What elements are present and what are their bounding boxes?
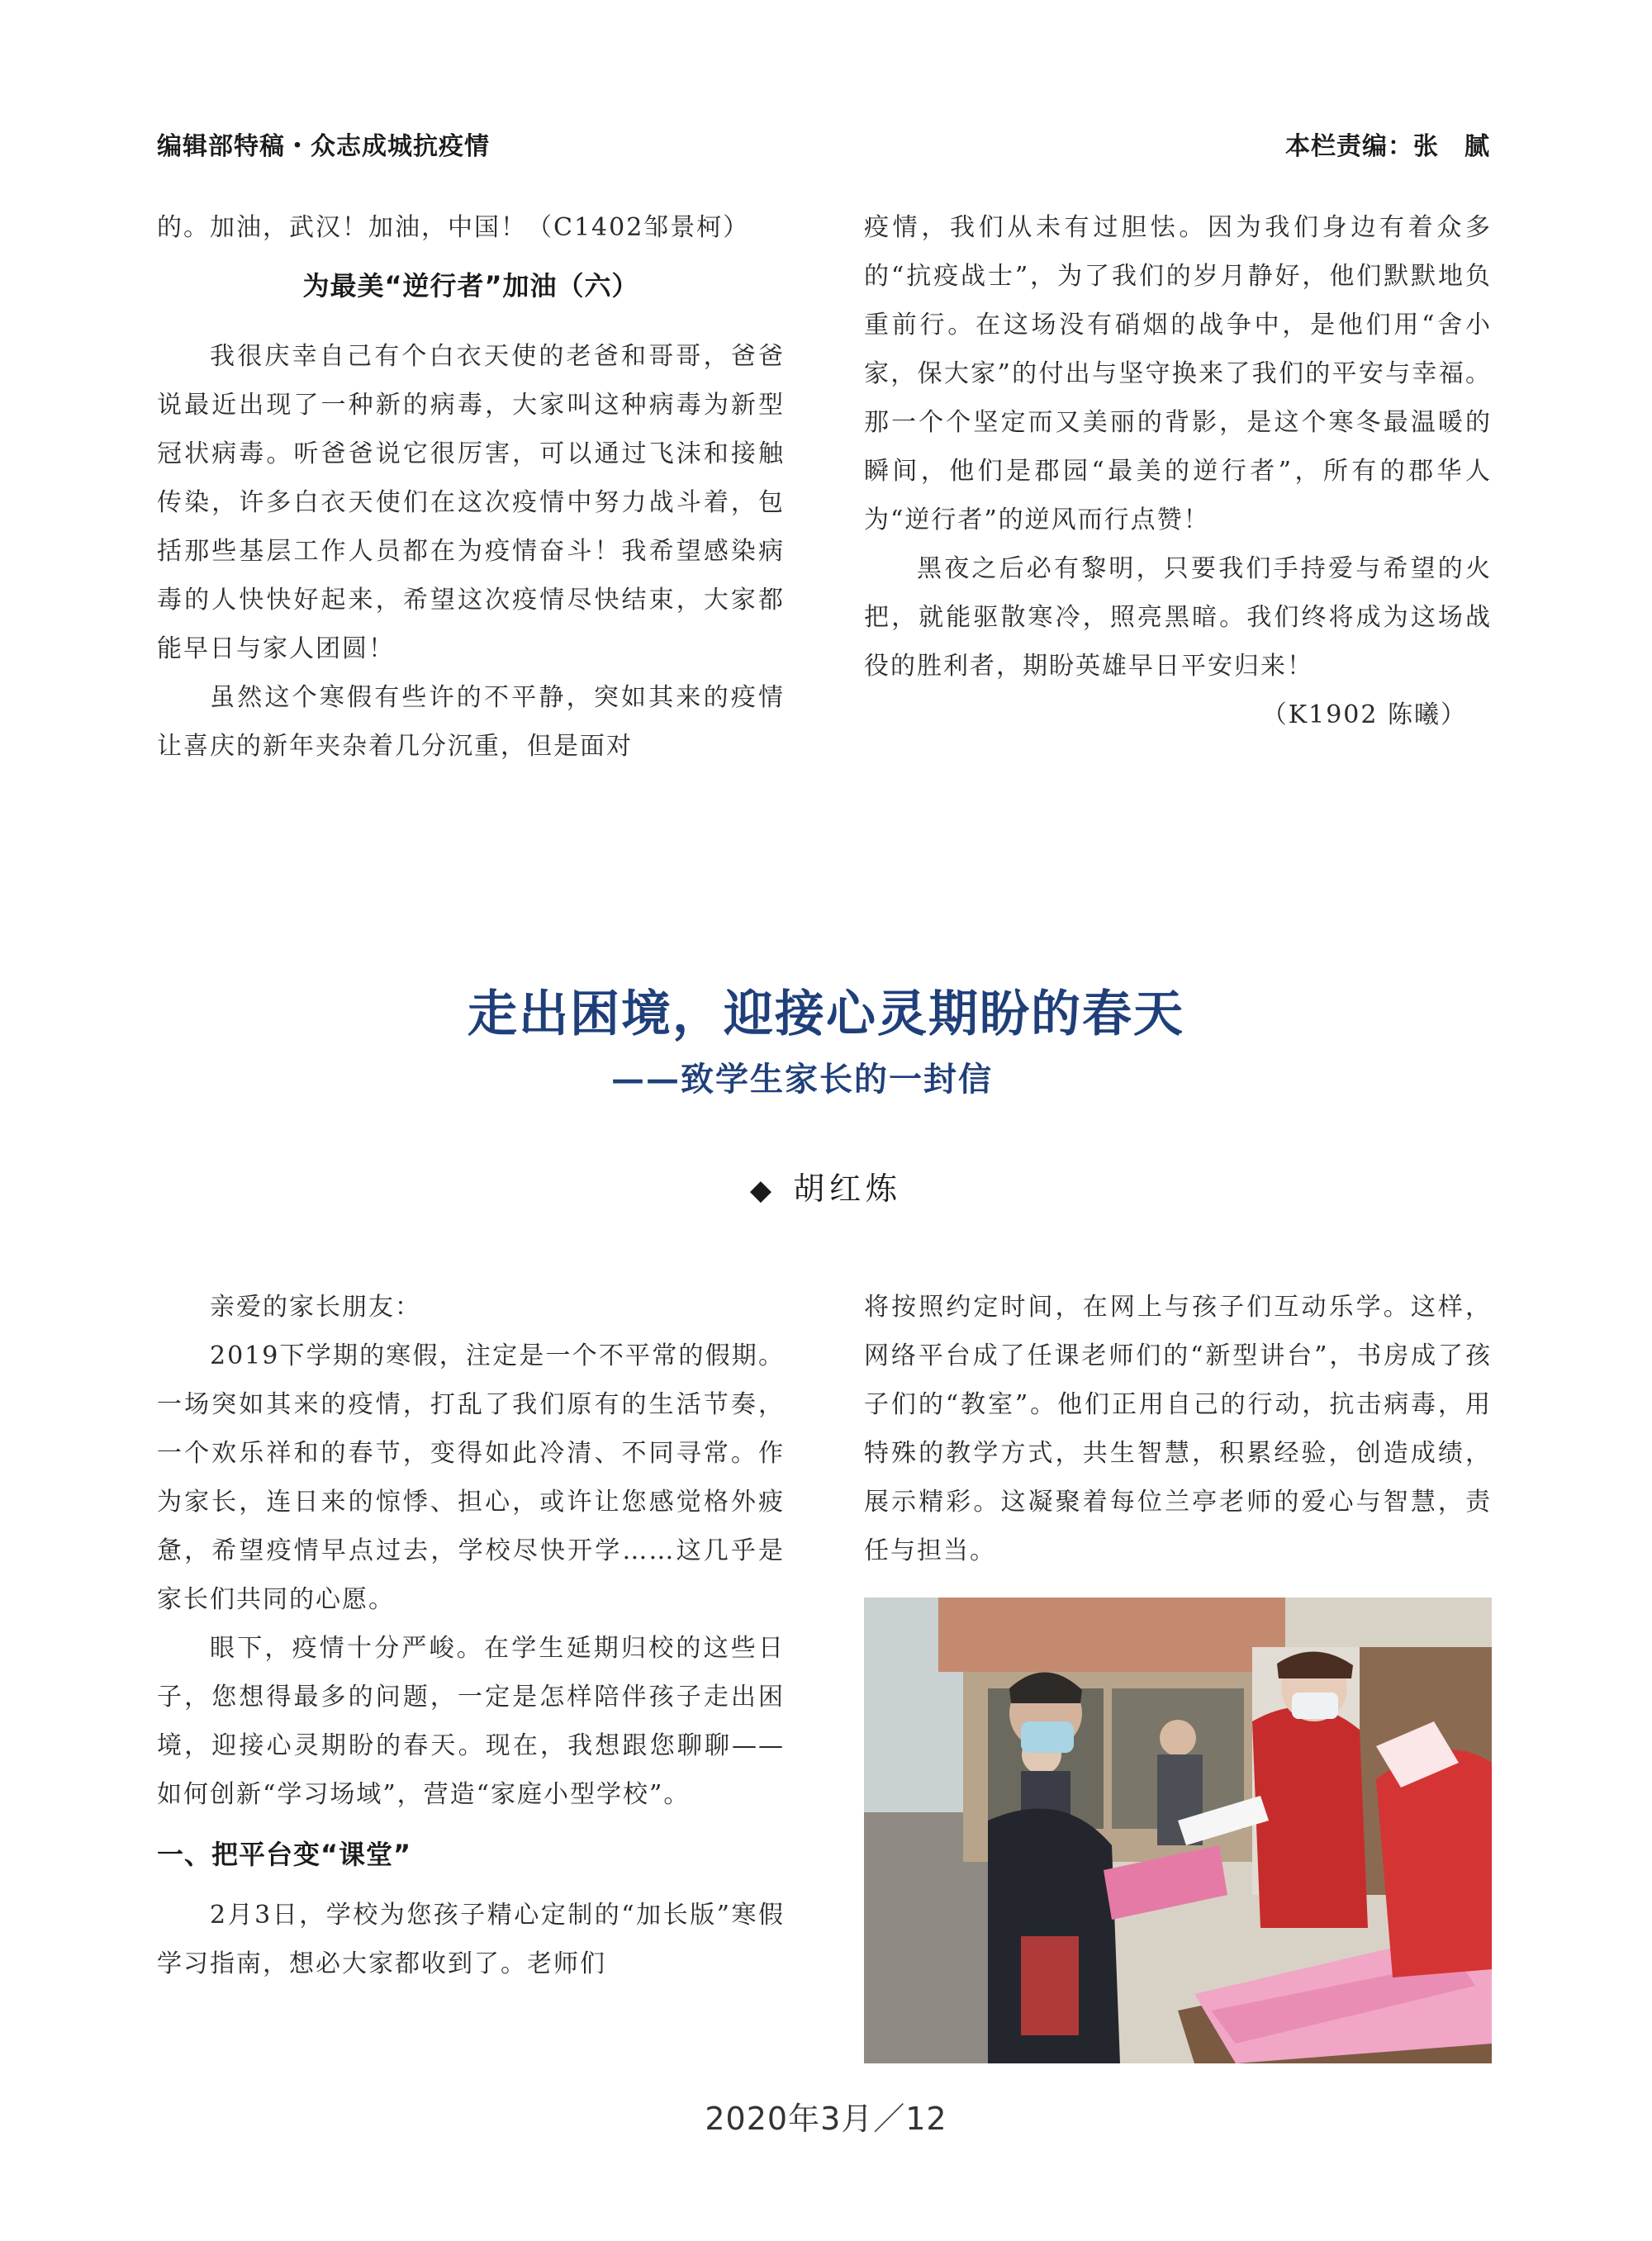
salutation: 亲爱的家长朋友： (210, 1293, 421, 1322)
paragraph: 将按照约定时间，在网上与孩子们互动乐学。这样，网络平台成了任课老师们的“新型讲台”，书房成了孩子们的“教室”。他们正用自己的行动，抗击病毒，用特殊的教学方式，共生智慧，积累经验，创造成绩，展示精彩。这凝聚着每位兰亭老师的爱心与智慧，责任与担当。 (864, 1293, 1492, 1565)
diamond-icon: ◆ (749, 1174, 777, 1207)
running-header-editor: 本栏责编：张 腻 (1285, 132, 1490, 161)
paragraph: 我很庆幸自己有个白衣天使的老爸和哥哥，爸爸说最近出现了一种新的病毒，大家叫这种病毒为新型冠状病毒。听爸爸说它很厉害，可以通过飞沫和接触传染，许多白衣天使们在这次疫情中努力战斗着，包括那些基层工作人员都在为疫情奋斗！我希望感染病毒的人快快好起来，希望这次疫情尽快结束，大家都能早日与家人团圆！ (157, 342, 785, 663)
photo-illustration (864, 1598, 1492, 2063)
paragraph: 黑夜之后必有黎明，只要我们手持爱与希望的火把，就能驱散寒冷，照亮黑暗。我们终将成为这场战役的胜利者，期盼英雄早日平安归来！ (864, 554, 1492, 681)
paragraph: 眼下，疫情十分严峻。在学生延期归校的这些日子，您想得最多的问题，一定是怎样陪伴孩子走出困境，迎接心灵期盼的春天。现在，我想跟您聊聊——如何创新“学习场域”，营造“家庭小型学校”。 (157, 1634, 785, 1809)
article-subtitle: ——致学生家长的一封信 (611, 1060, 993, 1099)
paragraph: 虽然这个寒假有些许的不平静，突如其来的疫情让喜庆的新年夹杂着几分沉重，但是面对 (157, 683, 785, 761)
top-left-column (157, 203, 785, 771)
essay-subheading: 为最美“逆行者”加油（六） (302, 270, 639, 301)
paragraph: 2019下学期的寒假，注定是一个不平常的假期。一场突如其来的疫情，打乱了我们原有的生活节奏，一个欢乐祥和的春节，变得如此冷清、不同寻常。作为家长，连日来的惊悸、担心，或许让您感觉格外疲惫，希望疫情早点过去，学校尽快开学……这几乎是家长们共同的心愿。 (157, 1341, 785, 1614)
author-line (0, 1163, 1652, 1208)
bottom-left-column (157, 1283, 785, 1988)
paragraph: 疫情，我们从未有过胆怯。因为我们身边有着众多的“抗疫战士”，为了我们的岁月静好，他们默默地负重前行。在这场没有硝烟的战争中，是他们用“舍小家，保大家”的付出与坚守换来了我们的平安与幸福。那一个个坚定而又美丽的背影，是这个寒冬最温暖的瞬间，他们是郡园“最美的逆行者”，所有的郡华人为“逆行者”的逆风而行点赞！ (864, 213, 1492, 534)
photo-volunteers-distributing (864, 1598, 1492, 2063)
article-title: 走出困境，迎接心灵期盼的春天 (468, 985, 1184, 1043)
bottom-right-column (864, 1283, 1492, 1575)
page-footer: 2020年3月／12 (705, 2101, 947, 2137)
section-heading: 一、把平台变“课堂” (157, 1839, 412, 1870)
author-signature: （K1902 陈曦） (1261, 700, 1467, 729)
author-name: 胡红炼 (793, 1170, 903, 1207)
paragraph: 2月3日，学校为您孩子精心定制的“加长版”寒假学习指南，想必大家都收到了。老师们 (157, 1901, 785, 1978)
paragraph: 的。加油，武汉！加油，中国！（C1402邹景柯） (157, 213, 750, 242)
running-header-section: 编辑部特稿・众志成城抗疫情 (157, 132, 490, 161)
top-right-column (864, 203, 1492, 739)
